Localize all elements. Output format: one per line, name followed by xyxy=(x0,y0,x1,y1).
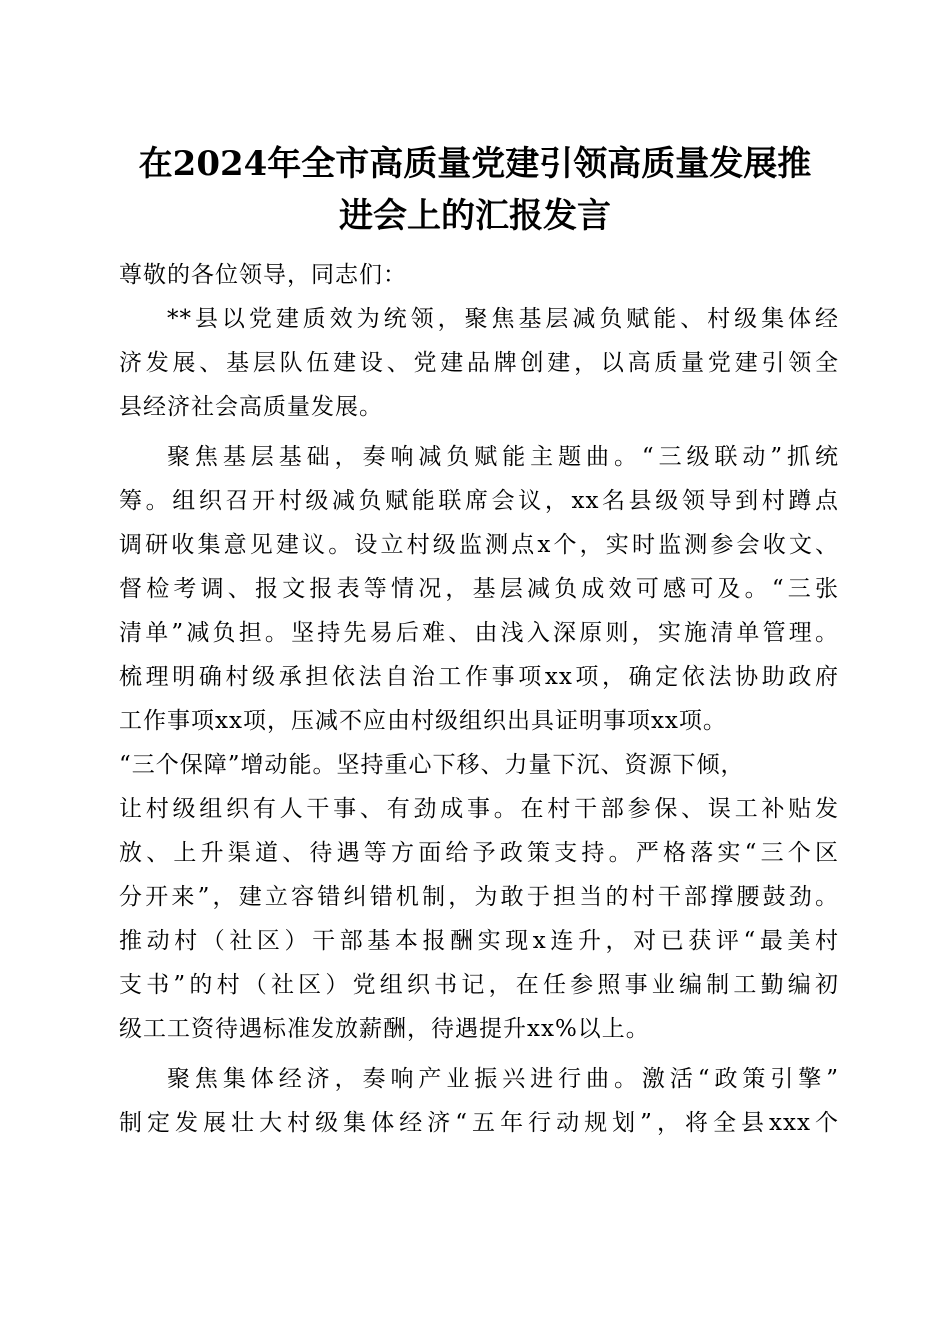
paragraph-line: 督检考调、报文报表等情况，基层减负成效可感可及。“三张 xyxy=(119,576,839,602)
paragraph-line: 分开来”，建立容错纠错机制，为敢于担当的村干部撑腰鼓劲。 xyxy=(119,884,839,910)
title-line-1: 在2024年全市高质量党建引领高质量发展推 xyxy=(138,144,812,184)
paragraph-line: **县以党建质效为统领，聚焦基层减负赋能、村级集体经 xyxy=(167,306,839,332)
paragraph-line: 梳理明确村级承担依法自治工作事项xx项，确定依法协助政府 xyxy=(119,664,839,690)
paragraph-line: 制定发展壮大村级集体经济“五年行动规划”，将全县xxx个 xyxy=(119,1110,839,1136)
paragraph-line: 聚焦基层基础，奏响减负赋能主题曲。“三级联动”抓统 xyxy=(167,444,839,470)
paragraph-line: 工作事项xx项，压减不应由村级组织出具证明事项xx项。 xyxy=(119,708,727,734)
paragraph-line: 让村级组织有人干事、有劲成事。在村干部参保、误工补贴发 xyxy=(119,796,839,822)
paragraph-line: 济发展、基层队伍建设、党建品牌创建，以高质量党建引领全 xyxy=(119,350,839,376)
paragraph-line: 筹。组织召开村级减负赋能联席会议，xx名县级领导到村蹲点 xyxy=(119,488,839,514)
paragraph-line: “三个保障”增动能。坚持重心下移、力量下沉、资源下倾， xyxy=(119,752,745,778)
salutation: 尊敬的各位领导，同志们： xyxy=(119,262,407,288)
paragraph-line: 县经济社会高质量发展。 xyxy=(119,394,383,420)
document-body xyxy=(119,253,839,1145)
paragraph-line: 清单”减负担。坚持先易后难、由浅入深原则，实施清单管理。 xyxy=(119,620,839,646)
paragraph-line: 支书”的村（社区）党组织书记，在任参照事业编制工勤编初 xyxy=(119,972,839,998)
title-line-2: 进会上的汇报发言 xyxy=(339,196,611,236)
paragraph-line: 推动村（社区）干部基本报酬实现x连升，对已获评“最美村 xyxy=(119,928,839,954)
paragraph-line: 放、上升渠道、待遇等方面给予政策支持。严格落实“三个区 xyxy=(119,840,839,866)
document-title xyxy=(100,138,850,242)
paragraph-line: 调研收集意见建议。设立村级监测点x个，实时监测参会收文、 xyxy=(119,532,839,558)
paragraph-line: 级工工资待遇标准发放薪酬，待遇提升xx%以上。 xyxy=(119,1016,650,1042)
paragraph-line: 聚焦集体经济，奏响产业振兴进行曲。激活“政策引擎” xyxy=(167,1066,839,1092)
